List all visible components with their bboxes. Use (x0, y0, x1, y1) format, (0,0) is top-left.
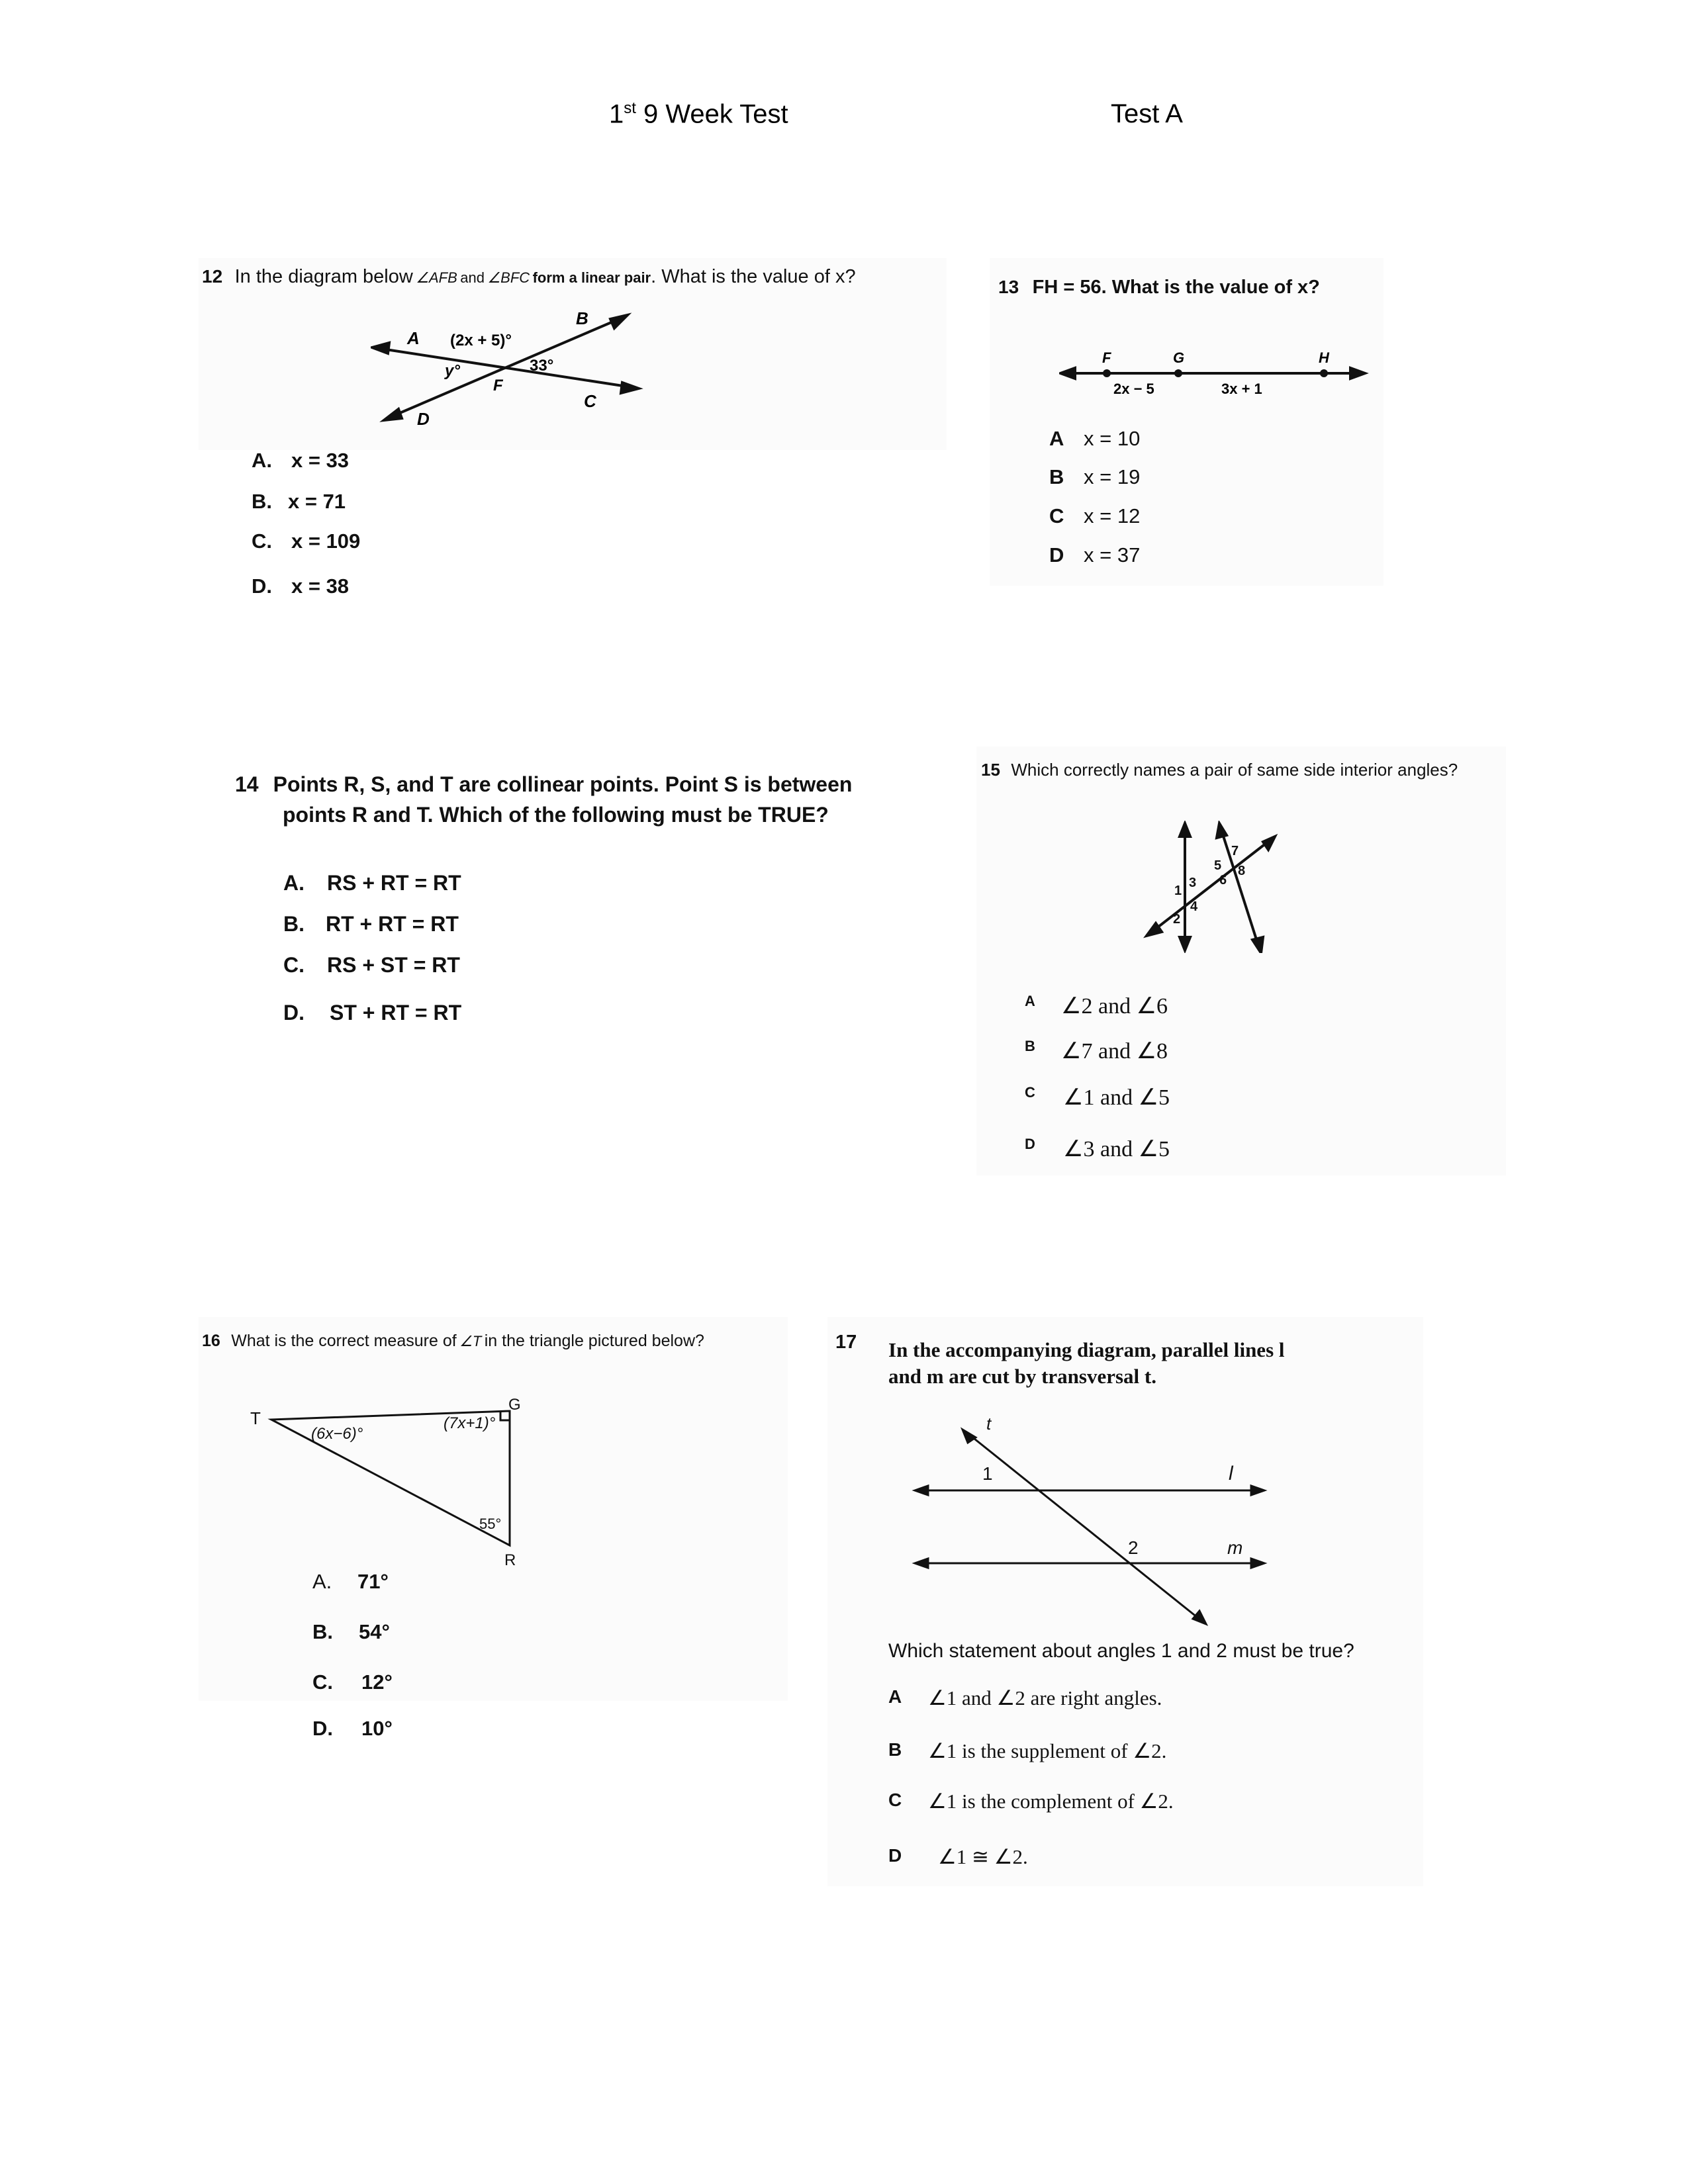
q15-choice-a[interactable]: A ∠2 and ∠6 (1025, 993, 1168, 1019)
q12-label-b: B (576, 308, 588, 328)
q17-label-1: 1 (982, 1463, 993, 1484)
q17-label-l: l (1229, 1463, 1233, 1484)
q12-33deg: 33° (530, 357, 554, 375)
q16-text: What is the correct measure of (231, 1332, 457, 1350)
q17-line2: and m are cut by transversal t. (888, 1365, 1156, 1388)
q15-label-2: 2 (1173, 912, 1181, 927)
q12-angle2: ∠BFC (487, 269, 530, 286)
q15-choice-b[interactable]: B ∠7 and ∠8 (1025, 1038, 1168, 1064)
q16-label-t: T (250, 1408, 261, 1428)
q17-label-2: 2 (1128, 1537, 1139, 1558)
q15-choice-d[interactable]: D ∠3 and ∠5 (1025, 1136, 1170, 1161)
q15-label-6: 6 (1219, 873, 1227, 887)
q16-angle-t-expr: (6x−6)° (311, 1425, 363, 1443)
q17-label-m: m (1227, 1537, 1243, 1558)
q16-angle-g-expr: (7x+1)° (444, 1414, 496, 1432)
q13-choice-a[interactable]: A x = 10 (1049, 427, 1141, 450)
q16-angle-t: ∠T (459, 1333, 482, 1349)
q15-prompt (981, 760, 1458, 780)
q17-choice-d[interactable]: D ∠1 ≅ ∠2. (888, 1845, 1028, 1868)
q13-point-f (1104, 371, 1109, 376)
q16-choice-d[interactable]: D. 10° (312, 1717, 393, 1740)
q13-point-g (1176, 371, 1181, 376)
q15-text: Which correctly names a pair of same side interior angles? (1011, 760, 1458, 780)
q15-line-right (1221, 830, 1259, 948)
q15-transversal (1152, 841, 1270, 932)
q16-choice-b[interactable]: B. 54° (312, 1620, 390, 1643)
q12-label-f: F (493, 377, 503, 394)
q14-choice-b[interactable]: B. RT + RT = RT (283, 912, 459, 936)
q12-diagram (371, 304, 649, 430)
q13-label-h: H (1319, 349, 1329, 366)
q14-choice-a[interactable]: A. RS + RT = RT (283, 871, 461, 895)
q13-prompt (998, 277, 1320, 298)
q13-seg2: 3x + 1 (1221, 381, 1262, 397)
q14-line1: Points R, S, and T are collinear points. Point S is between (273, 772, 853, 796)
q13-arrow-right (1350, 368, 1365, 379)
test-label: Test A (1111, 99, 1183, 128)
q13-arrow-left (1060, 368, 1075, 379)
q12-arrow-c (621, 383, 639, 393)
q12-choice-c[interactable]: C. x = 109 (252, 529, 361, 553)
q16-choice-c[interactable]: C. 12° (312, 1670, 393, 1694)
q17-choice-b[interactable]: B ∠1 is the supplement of ∠2. (888, 1739, 1167, 1762)
q13-choice-c[interactable]: C x = 12 (1049, 504, 1141, 527)
q17-number: 17 (835, 1332, 857, 1353)
q17-choice-c[interactable]: C ∠1 is the complement of ∠2. (888, 1790, 1174, 1813)
q15-label-4: 4 (1190, 899, 1198, 914)
q12-label-d: D (417, 409, 430, 429)
q15-label-7: 7 (1231, 844, 1239, 858)
q12-arrow-b (610, 315, 628, 328)
q15-choice-c[interactable]: C ∠1 and ∠5 (1025, 1084, 1170, 1110)
q15-number: 15 (981, 760, 1000, 780)
q12-text: In the diagram below (234, 266, 413, 287)
q12-choice-b[interactable]: B. x = 71 (252, 490, 346, 513)
q12-choice-a[interactable]: A. x = 33 (252, 449, 350, 472)
q15-label-3: 3 (1189, 876, 1197, 890)
q14-number: 14 (235, 772, 259, 796)
q16-choice-a[interactable]: A. 71° (312, 1570, 389, 1593)
q13-choice-b[interactable]: B x = 19 (1049, 465, 1141, 488)
q12-arrow-d (384, 409, 402, 420)
q13-diagram (1059, 344, 1370, 397)
q17-diagram (907, 1416, 1278, 1635)
q12-angle1: ∠AFB (416, 269, 457, 286)
q12-number: 12 (202, 266, 223, 287)
q13-choice-d[interactable]: D x = 37 (1049, 543, 1141, 567)
q17-transversal-t (968, 1433, 1201, 1620)
q16-label-g: G (508, 1396, 521, 1414)
q17-question: Which statement about angles 1 and 2 must be true? (888, 1640, 1354, 1662)
q14-choice-d[interactable]: D. ST + RT = RT (283, 1001, 462, 1024)
q17-choice-a[interactable]: A ∠1 and ∠2 are right angles. (888, 1686, 1162, 1709)
q17-line1: In the accompanying diagram, parallel lines l (888, 1338, 1285, 1361)
q13-label-f: F (1102, 349, 1111, 366)
q15-label-1: 1 (1174, 884, 1182, 898)
q15-label-5: 5 (1214, 858, 1222, 873)
q13-number: 13 (998, 277, 1019, 297)
q16-diagram (245, 1396, 536, 1569)
q15-label-8: 8 (1238, 864, 1246, 878)
q14-prompt (235, 769, 852, 830)
q13-point-h (1321, 371, 1327, 376)
q16-number: 16 (202, 1332, 220, 1350)
q16-angle-r-expr: 55° (479, 1516, 502, 1532)
q12-label-y: y° (445, 362, 460, 380)
q12-expr: (2x + 5)° (450, 332, 512, 349)
q15-diagram (1139, 821, 1284, 953)
q16-prompt: 16 What is the correct measure of ∠T in the triangle pictured below? (202, 1332, 704, 1350)
q12-label-a: A (407, 328, 420, 348)
q16-label-r: R (504, 1551, 516, 1569)
q13-scan-area (990, 258, 1383, 586)
q13-seg1: 2x − 5 (1113, 381, 1154, 397)
q15-scan-area (976, 747, 1506, 1175)
q12-choice-d[interactable]: D. x = 38 (252, 574, 350, 598)
q13-text: FH = 56. What is the value of x? (1032, 277, 1320, 298)
q17-label-t: t (986, 1416, 992, 1433)
q13-label-g: G (1173, 349, 1185, 366)
q12-arrow-a (372, 343, 389, 353)
q14-choice-c[interactable]: C. RS + ST = RT (283, 953, 460, 977)
q14-line2: points R and T. Which of the following must be TRUE? (283, 803, 829, 827)
page-title: 1st 9 Week Test (609, 99, 788, 129)
q17-prompt (888, 1337, 1285, 1390)
q12-prompt: 12 In the diagram below ∠AFB and ∠BFC form a linear pair. What is the value of x? (202, 266, 856, 287)
q12-label-c: C (584, 391, 596, 411)
